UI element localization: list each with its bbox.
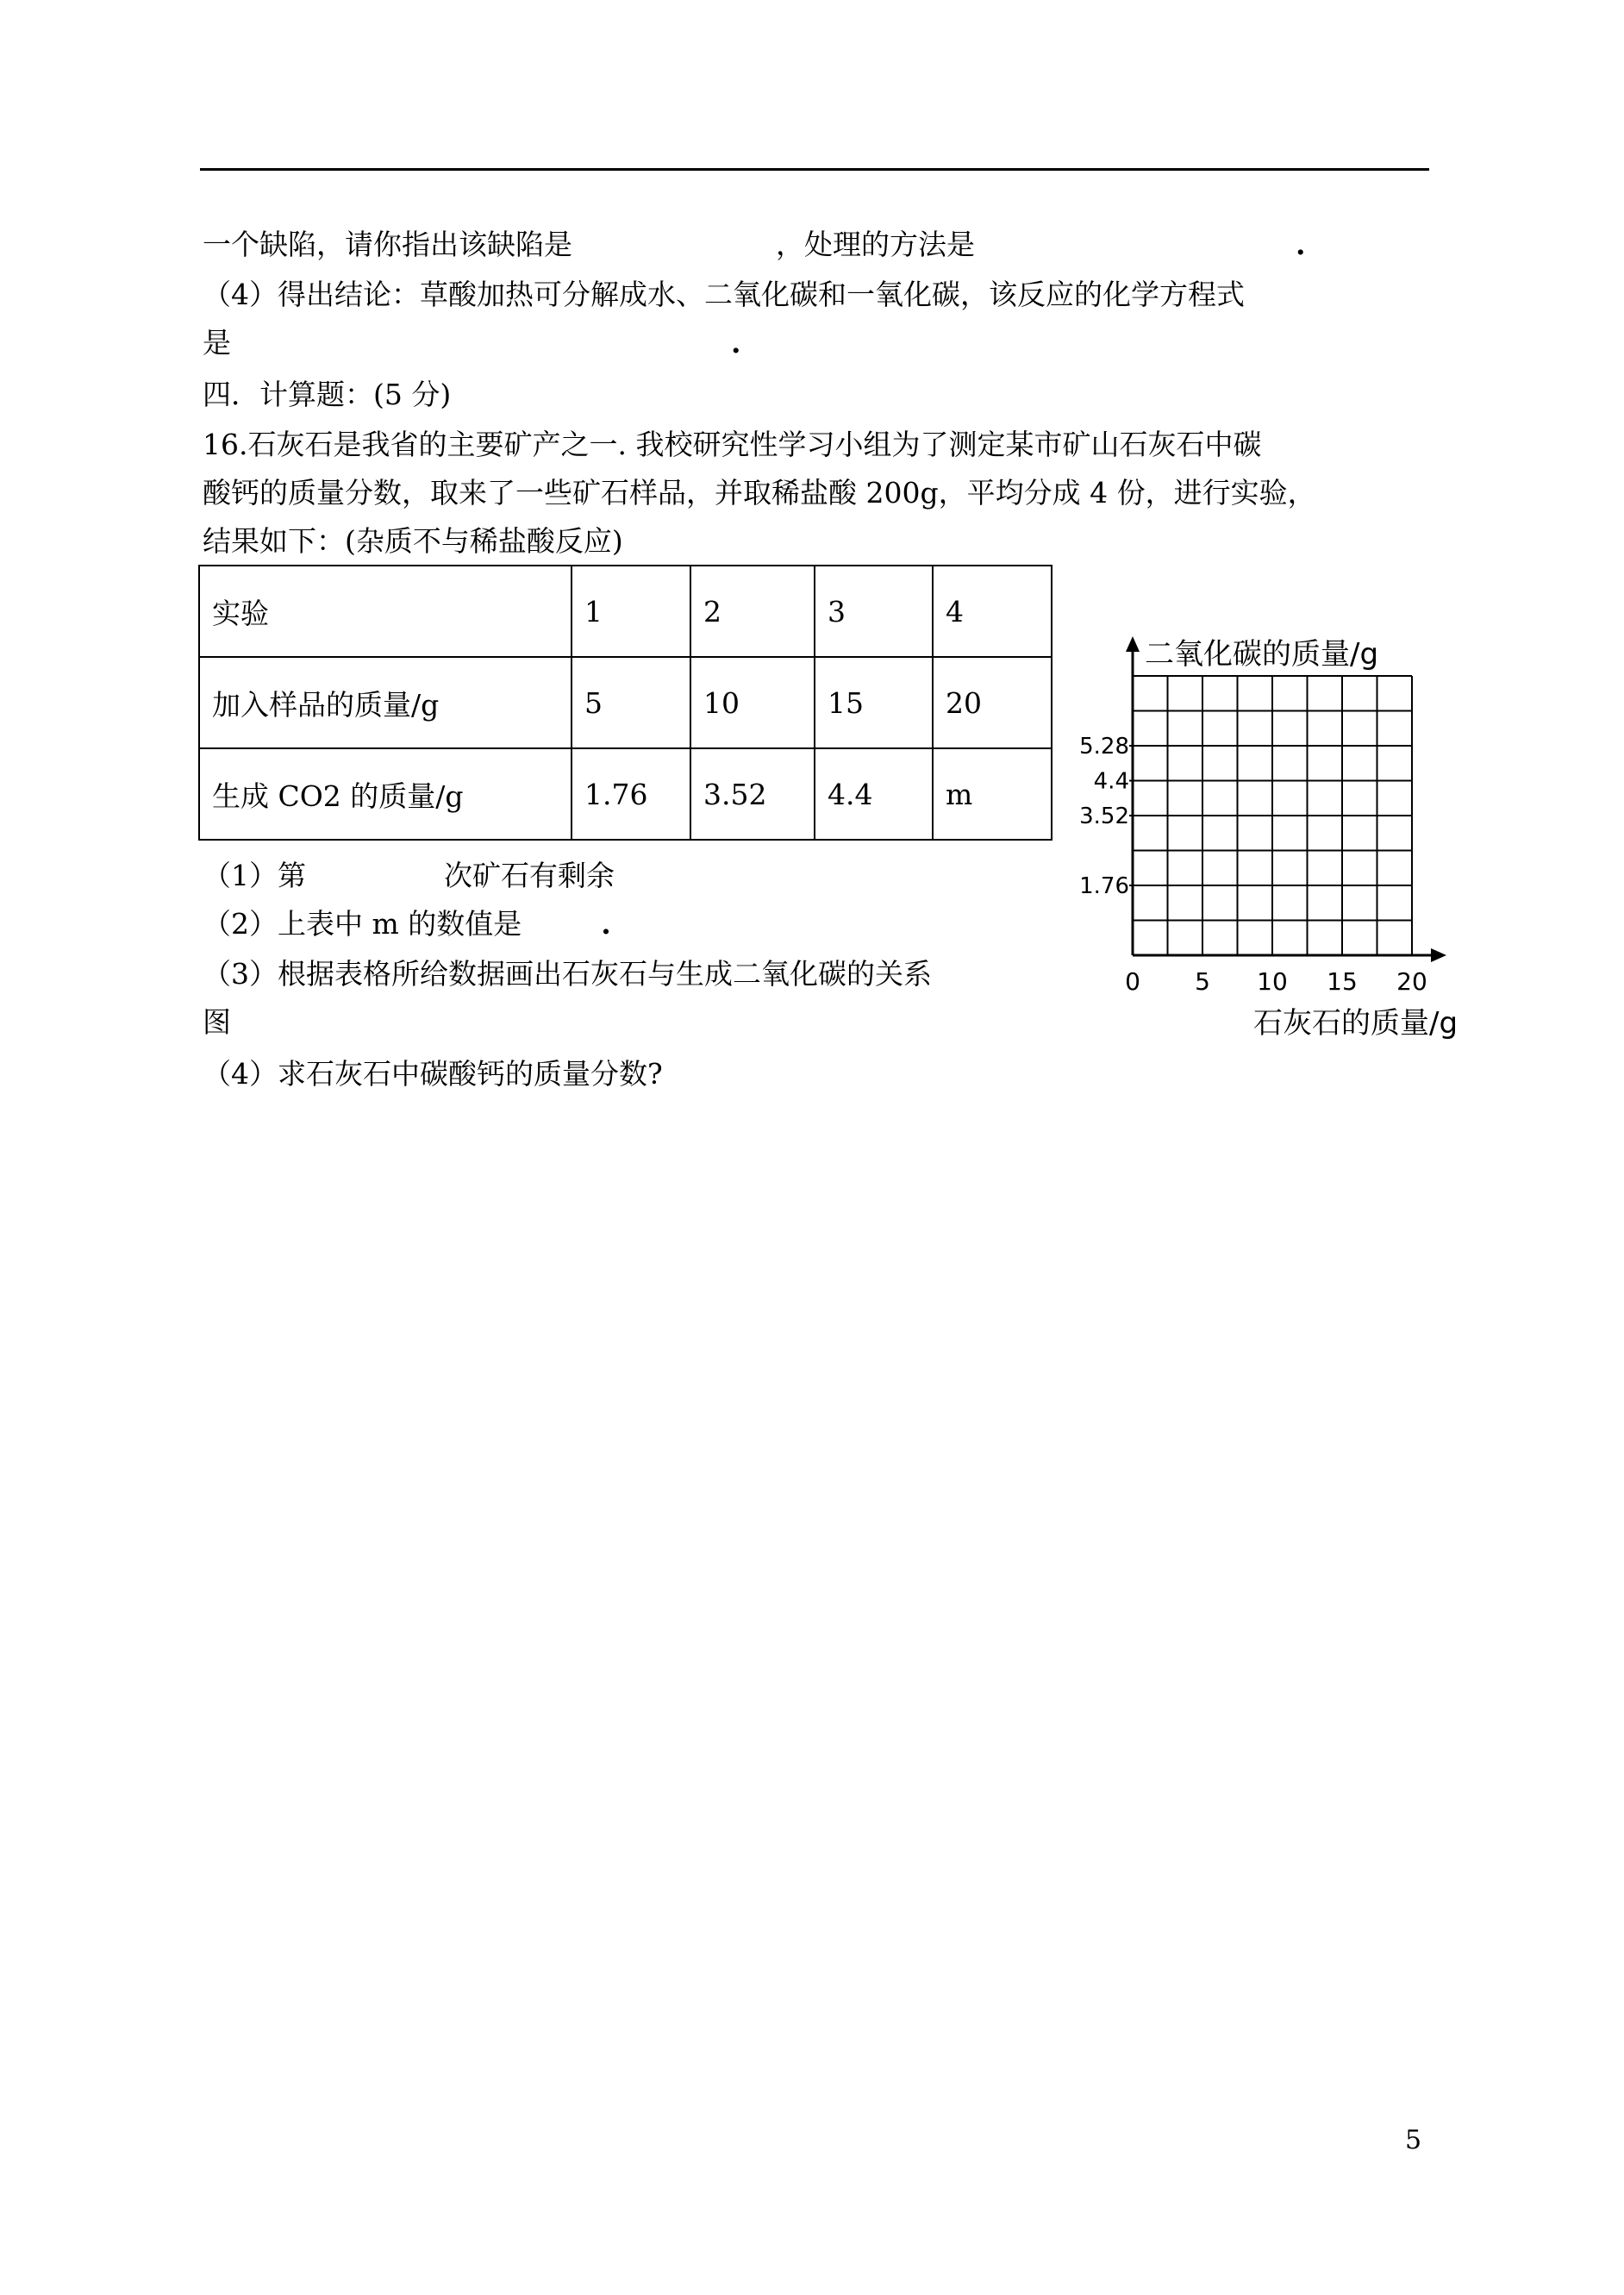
x-axis-label: 石灰石的质量/g — [1253, 1006, 1458, 1041]
page-number: 5 — [1405, 2125, 1422, 2155]
table-cell: 2 — [690, 566, 815, 657]
x-tick-label: 5 — [1195, 967, 1210, 996]
line-sub-2 — [203, 905, 611, 943]
table-cell: m — [933, 748, 1052, 840]
graph-grid — [1133, 676, 1412, 955]
text-defect-prompt: 一个缺陷，请你指出该缺陷是 — [203, 228, 572, 261]
line-sub-3-cont: 图 — [203, 1005, 231, 1039]
table-cell: 实验 — [199, 566, 572, 657]
table-cell: 3.52 — [690, 748, 815, 840]
x-axis-arrow — [1431, 948, 1446, 962]
table-row — [199, 748, 1052, 840]
table-cell: 生成 CO2 的质量/g — [199, 748, 572, 840]
text-is: 是 — [203, 326, 231, 360]
y-axis-arrow — [1126, 636, 1140, 652]
table-cell: 4.4 — [815, 748, 933, 840]
question-16-line-1: 16.石灰石是我省的主要矿产之一. 我校研究性学习小组为了测定某市矿山石灰石中碳 — [203, 428, 1262, 461]
line-defect — [203, 226, 1306, 264]
table-cell: 1.76 — [572, 748, 690, 840]
x-tick-label: 10 — [1257, 967, 1288, 996]
period: . — [731, 326, 741, 360]
period: . — [601, 907, 611, 941]
x-tick-label: 0 — [1125, 967, 1140, 996]
line-sub-1 — [203, 857, 615, 895]
x-tick-label: 15 — [1327, 967, 1358, 996]
y-tick-label: 4.4 — [1093, 768, 1129, 795]
text-method-prompt: ，处理的方法是 — [776, 228, 975, 261]
question-16-line-2: 酸钙的质量分数，取来了一些矿石样品，并取稀盐酸 200g，平均分成 4 份，进行实验， — [203, 476, 1316, 510]
line-conclusion: （4）得出结论：草酸加热可分解成水、二氧化碳和一氧化碳，该反应的化学方程式 — [203, 278, 1245, 311]
text-sub-1-tail: 次矿石有剩余 — [444, 859, 615, 892]
line-sub-4: （4）求石灰石中碳酸钙的质量分数? — [203, 1057, 663, 1091]
table-row — [199, 657, 1052, 748]
table-cell: 1 — [572, 566, 690, 657]
table-cell: 10 — [690, 657, 815, 748]
text-sub-1: （1）第 — [203, 859, 306, 892]
table-cell: 15 — [815, 657, 933, 748]
line-sub-3: （3）根据表格所给数据画出石灰石与生成二氧化碳的关系 — [203, 957, 932, 991]
data-table — [198, 565, 1052, 841]
table-cell: 5 — [572, 657, 690, 748]
co2-graph — [1072, 595, 1486, 1041]
table-cell: 3 — [815, 566, 933, 657]
section-heading: 四．计算题：(5 分) — [203, 378, 452, 411]
header-rule — [200, 168, 1429, 171]
y-tick-label: 5.28 — [1079, 734, 1129, 760]
table-cell: 20 — [933, 657, 1052, 748]
table-cell: 4 — [933, 566, 1052, 657]
y-axis-label: 二氧化碳的质量/g — [1145, 637, 1379, 672]
table-cell: 加入样品的质量/g — [199, 657, 572, 748]
y-tick-label: 3.52 — [1079, 804, 1129, 829]
table-row — [199, 566, 1052, 657]
y-tick-label: 1.76 — [1079, 873, 1129, 899]
period: . — [1296, 228, 1306, 261]
question-16-line-3: 结果如下：(杂质不与稀盐酸反应) — [203, 524, 623, 558]
x-tick-label: 20 — [1396, 967, 1427, 996]
text-sub-2: （2）上表中 m 的数值是 — [203, 907, 522, 941]
line-equation — [203, 324, 741, 362]
